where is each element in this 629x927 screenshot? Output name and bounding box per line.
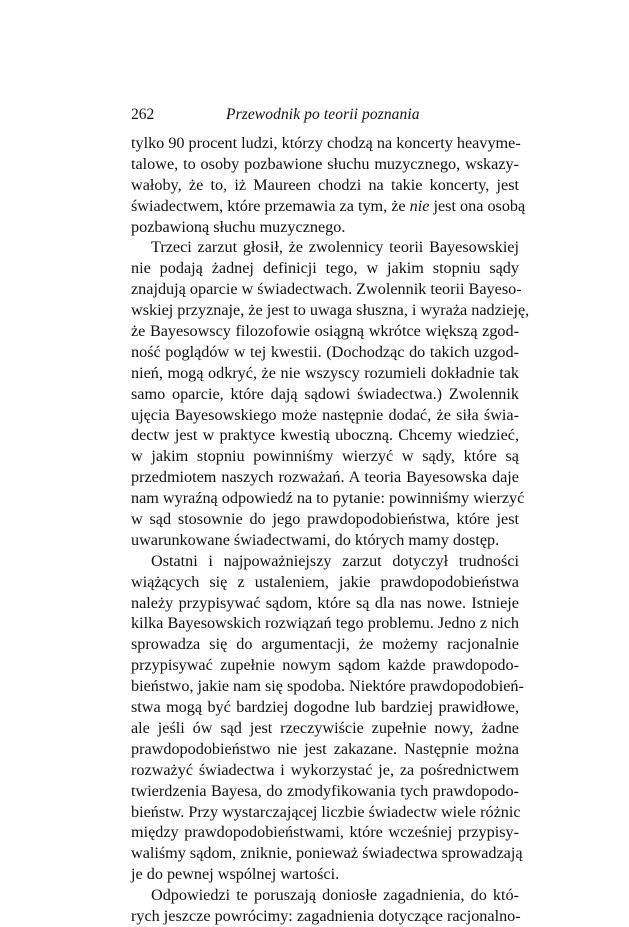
text-line: że Bayesowscy filozofowie osiągną wkrótce większą zgod- (131, 322, 519, 341)
text-line: Odpowiedzi te poruszają doniosłe zagadnienia, do któ- (151, 886, 519, 905)
text-line: stwa mogą być bardziej dogodne lub bardziej prawidłowe, (131, 698, 519, 717)
text-line: waliśmy sądom, zniknie, ponieważ świadectwa sprowadzają (131, 844, 523, 863)
text-line: pozbawioną słuchu muzycznego. (131, 217, 346, 236)
text-line: rozważyć świadectwa i wykorzystać je, za pośrednictwem (131, 760, 519, 779)
text-line: ność poglądów w tej kwestii. (Dochodząc do takich uzgod- (131, 342, 519, 361)
text-line: bieństwo, jakie nam się spodoba. Niektóre prawdopodobień- (131, 677, 524, 696)
page-header (131, 104, 519, 126)
text-line: wskiej przyznaje, że jest to uwaga słuszna, i wyraża nadzieję, (131, 301, 530, 320)
text-line: wiążących się z ustaleniem, jakie prawdopodobieństwa (131, 572, 519, 591)
paragraph (131, 551, 524, 885)
text-line: bieństw. Przy wystarczającej liczbie świadectw wiele różnic (131, 802, 521, 821)
text-line: przypisywać zupełnie nowym sądom każde prawdopodo- (131, 656, 519, 675)
text-line: świadectwem, które przemawia za tym, że nie jest ona osobą (131, 196, 526, 215)
text-line: tylko 90 procent ludzi, którzy chodzą na koncerty heavyme- (131, 134, 521, 152)
text-line: znajdują oparcie w świadectwach. Zwolennik teorii Bayeso- (131, 280, 522, 299)
paragraph (131, 237, 530, 550)
text-line: nie podają żadnej definicji tego, w jakim stopniu sądy (131, 259, 519, 278)
page-number: 262 (131, 106, 155, 123)
text-line: nam wyraźną odpowiedź na to pytanie: powinniśmy wierzyć (131, 489, 525, 508)
text-line: sprowadza się do argumentacji, że możemy racjonalnie (131, 635, 519, 654)
text-line: między prawdopodobieństwami, które wcześniej przypisy- (131, 823, 519, 842)
text-line: uwarunkowane świadectwami, do których mamy dostęp. (131, 530, 500, 549)
text-line: Ostatni i najpoważniejszy zarzut dotyczył trudności (151, 551, 519, 570)
text-line: ujęcia Bayesowskiego może następnie dodać, że siła świa- (131, 405, 519, 424)
text-line: w sąd stosownie do jego prawdopodobieństwa, które jest (131, 510, 519, 529)
text-line: dectw jest w praktyce kwestią uboczną. Chcemy wiedzieć, (131, 426, 519, 445)
emphasis: nie (409, 196, 430, 215)
text-line: je do pewnej wspólnej wartości. (131, 865, 340, 884)
text-line: przedmiotem naszych rozważań. A teoria Bayesowska daje (131, 468, 519, 487)
text-line: prawdopodobieństwo nie jest zakazane. Następnie można (131, 739, 519, 758)
text-line: kilka Bayesowskich rozwiązań tego problemu. Jedno z nich (131, 614, 519, 633)
paragraph (131, 885, 519, 927)
body-text (131, 133, 530, 927)
text-line: Trzeci zarzut głosił, że zwolennicy teorii Bayesowskiej (151, 238, 519, 257)
running-title: Przewodnik po teorii poznania (226, 106, 420, 123)
text-line: samo oparcie, które dają sądowi świadectwa.) Zwolennik (131, 384, 519, 403)
text-line: twierdzenia Bayesa, do zmodyfikowania tych prawdopodo- (131, 781, 519, 800)
text-line: ale jeśli ów sąd jest rzeczywiście zupełnie nowy, żadne (131, 718, 519, 737)
text-line: należy przypisywać sądom, które są dla nas nowe. Istnieje (131, 593, 519, 612)
text-line: rych jeszcze powrócimy: zagadnienia dotyczące racjonalno- (131, 906, 521, 925)
text-line: talowe, to osoby pozbawione słuchu muzycznego, wskazy- (131, 154, 519, 173)
text-line: wałoby, że to, iż Maureen chodzi na takie koncerty, jest (131, 175, 519, 194)
text-line: nień, mogą odkryć, że nie wszyscy rozumieli dokładnie tak (131, 363, 519, 382)
text-line: w jakim stopniu powinniśmy wierzyć w sądy, które są (131, 447, 519, 466)
paragraph (131, 133, 526, 237)
